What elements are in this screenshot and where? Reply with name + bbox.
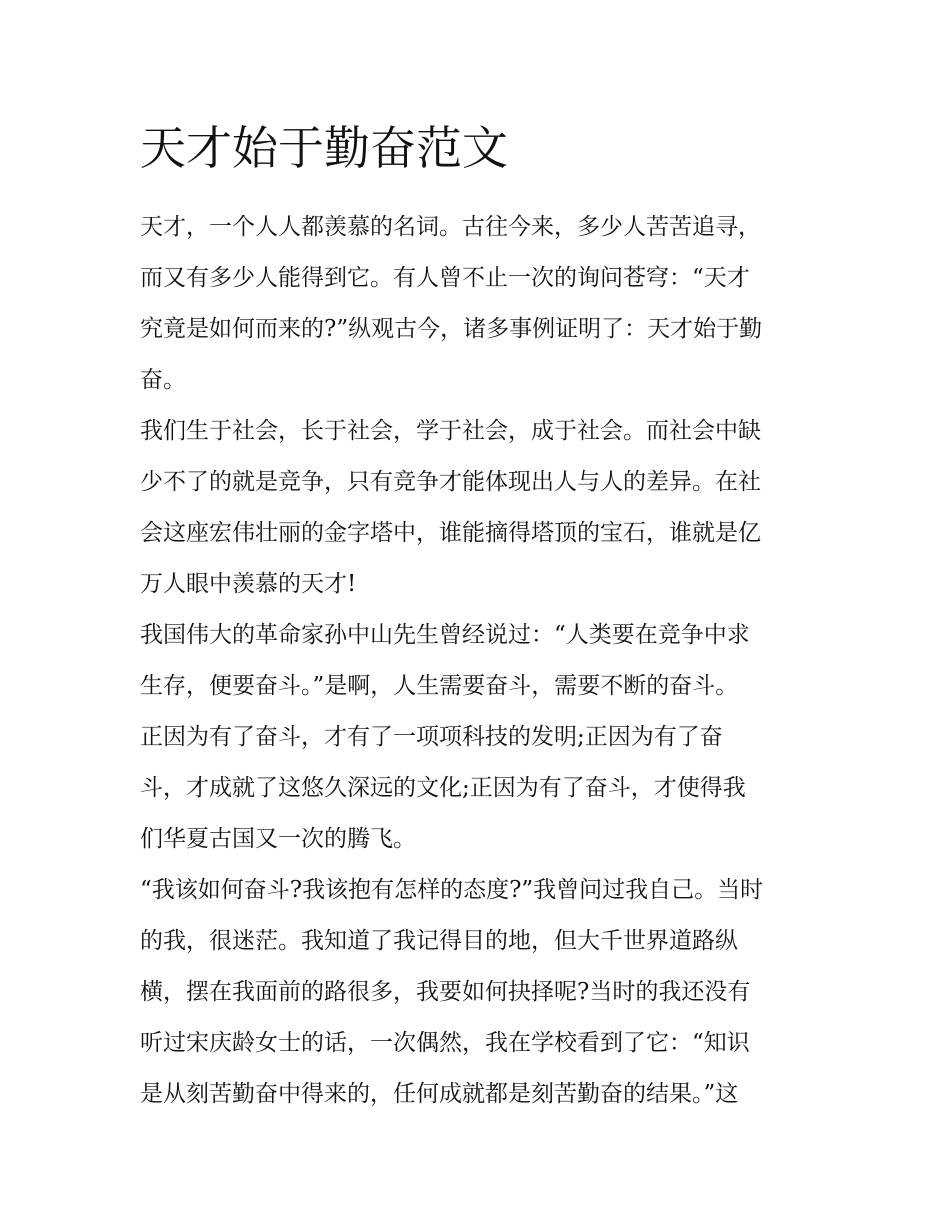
text-line: 我们生于社会，长于社会，学于社会，成于社会。而社会中缺 bbox=[140, 418, 761, 444]
document-title: 天才始于勤奋范文 bbox=[140, 121, 508, 175]
text-line: 少不了的就是竞争，只有竞争才能体现出人与人的差异。在社 bbox=[140, 469, 761, 495]
text-line: 斗，才成就了这悠久深远的文化;正因为有了奋斗，才使得我 bbox=[140, 775, 746, 801]
text-line: 横，摆在我面前的路很多，我要如何抉择呢?当时的我还没有 bbox=[140, 979, 751, 1005]
text-line: 生存，便要奋斗。”是啊，人生需要奋斗，需要不断的奋斗。 bbox=[140, 673, 739, 699]
text-line: 们华夏古国又一次的腾飞。 bbox=[140, 826, 416, 852]
text-line: 究竟是如何而来的?”纵观古今，诸多事例证明了：天才始于勤 bbox=[140, 316, 763, 342]
text-line: 万人眼中羡慕的天才! bbox=[140, 571, 357, 597]
text-line: 的我，很迷茫。我知道了我记得目的地，但大千世界道路纵 bbox=[140, 928, 738, 954]
text-line: 奋。 bbox=[140, 367, 186, 393]
text-line: 听过宋庆龄女士的话，一次偶然，我在学校看到了它：“知识 bbox=[140, 1030, 750, 1056]
text-line: 而又有多少人能得到它。有人曾不止一次的询问苍穹：“天才 bbox=[140, 265, 750, 291]
text-line: 是从刻苦勤奋中得来的，任何成就都是刻苦勤奋的结果。”这 bbox=[140, 1081, 739, 1107]
text-line: 正因为有了奋斗，才有了一项项科技的发明;正因为有了奋 bbox=[140, 724, 723, 750]
text-line: “我该如何奋斗?我该抱有怎样的态度?”我曾问过我自己。当时 bbox=[140, 877, 764, 903]
text-line: 我国伟大的革命家孙中山先生曾经说过：“人类要在竞争中求 bbox=[140, 622, 750, 648]
text-line: 会这座宏伟壮丽的金字塔中，谁能摘得塔顶的宝石，谁就是亿 bbox=[140, 520, 761, 546]
text-line: 天才，一个人人都羡慕的名词。古往今来，多少人苦苦追寻， bbox=[140, 214, 761, 240]
